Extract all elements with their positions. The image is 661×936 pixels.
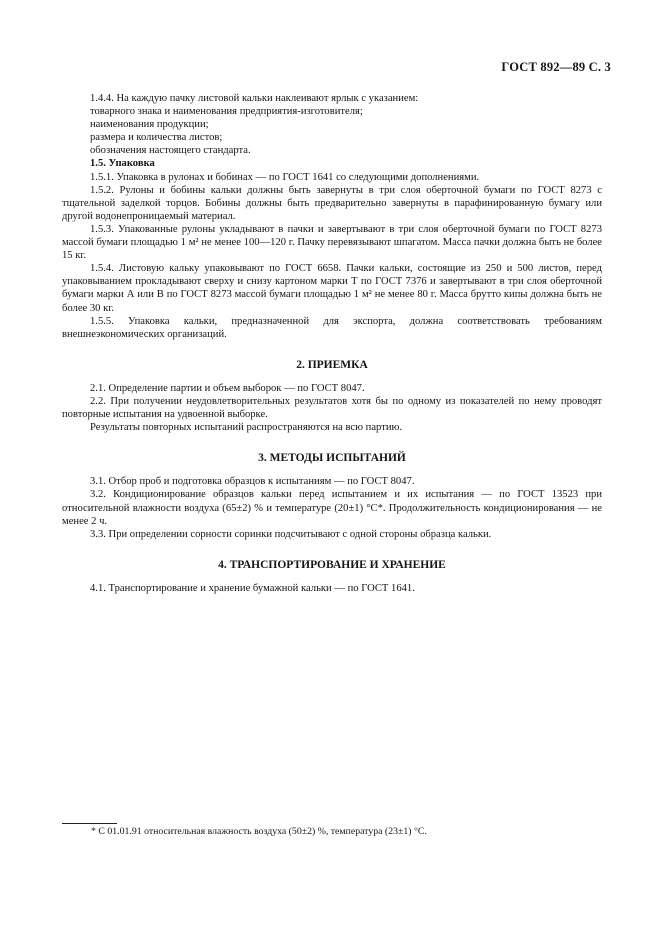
section-heading: 2. ПРИЕМКА [296,358,368,371]
paragraph: 3.1. Отбор проб и подготовка образцов к испытаниям — по ГОСТ 8047. [90,476,415,488]
paragraph: 1.5. Упаковка [90,158,155,170]
paragraph: Результаты повторных испытаний распространяются на всю партию. [90,422,403,434]
paragraph: товарного знака и наименования предприятия-изготовителя; [90,106,363,118]
section-heading: 4. ТРАНСПОРТИРОВАНИЕ И ХРАНЕНИЕ [218,558,446,571]
paragraph: 1.4.4. На каждую пачку листовой кальки наклеивают ярлык с указанием: [90,93,419,104]
paragraph: 1.5.2. Рулоны и бобины кальки должны быть завернуты в три слоя оберточной бумаги по ГОСТ 8273 с тщательной заделкой торцов. Бобины должны быть предварительно завернуты в парафинированную бумагу или другой водонепроницаемый материал. [62,184,602,222]
paragraph: 1.5.4. Листовую кальку упаковывают по ГОСТ 6658. Пачки кальки, состоящие из 250 и 500 листов, перед упаковыванием прокладывают сверху и снизу картоном марки Т по ГОСТ 7376 и завертывают в три слоя оберточной бумаги марки А или В по ГОСТ 8273 массой бумаги площадью 1 м² не менее 80 г. Масса брутто кипы должна быть не более 30 кг. [62,263,602,314]
section-heading: 3. МЕТОДЫ ИСПЫТАНИЙ [258,452,406,465]
footnote-divider [62,823,117,824]
paragraph: наименования продукции; [90,119,209,131]
paragraph: 2.2. При получении неудовлетворительных результатов хотя бы по одному из показателей по нему проводят повторные испытания на удвоенной выборке. [62,395,602,421]
paragraph: обозначения настоящего стандарта. [90,145,251,157]
paragraph: 3.2. Кондиционирование образцов кальки перед испытанием и их испытания — по ГОСТ 13523 при относительной влажности воздуха (65±2) % и температуре (20±1) °С*. Продолжительность кондиционирования — не менее 2 ч. [62,489,602,527]
page-header: ГОСТ 892—89 С. 3 [501,60,611,74]
paragraph: размера и количества листов; [90,132,223,144]
paragraph: 1.5.3. Упакованные рулоны укладывают в пачки и завертывают в три слоя оберточной бумаги по ГОСТ 8273 массой бумаги площадью 1 м² не менее 100—120 г. Пачку перевязывают шпагатом. Масса пачки должна быть не более 15 кг. [62,223,602,262]
paragraph: 1.5.5. Упаковка кальки, предназначенной для экспорта, должна соответствовать требованиям внешнеэкономических организаций. [62,315,602,340]
paragraph: 3.3. При определении сорности соринки подсчитывают с одной стороны образца кальки. [90,528,492,540]
document-body [62,92,602,595]
paragraph: 1.5.1. Упаковка в рулонах и бобинах — по ГОСТ 1641 со следующими дополнениями. [90,171,480,183]
footnote: * С 01.01.91 относительная влажность воздуха (50±2) %, температура (23±1) °С. [91,826,427,837]
paragraph: 4.1. Транспортирование и хранение бумажной кальки — по ГОСТ 1641. [90,582,415,594]
paragraph: 2.1. Определение партии и объем выборок — по ГОСТ 8047. [90,382,365,394]
